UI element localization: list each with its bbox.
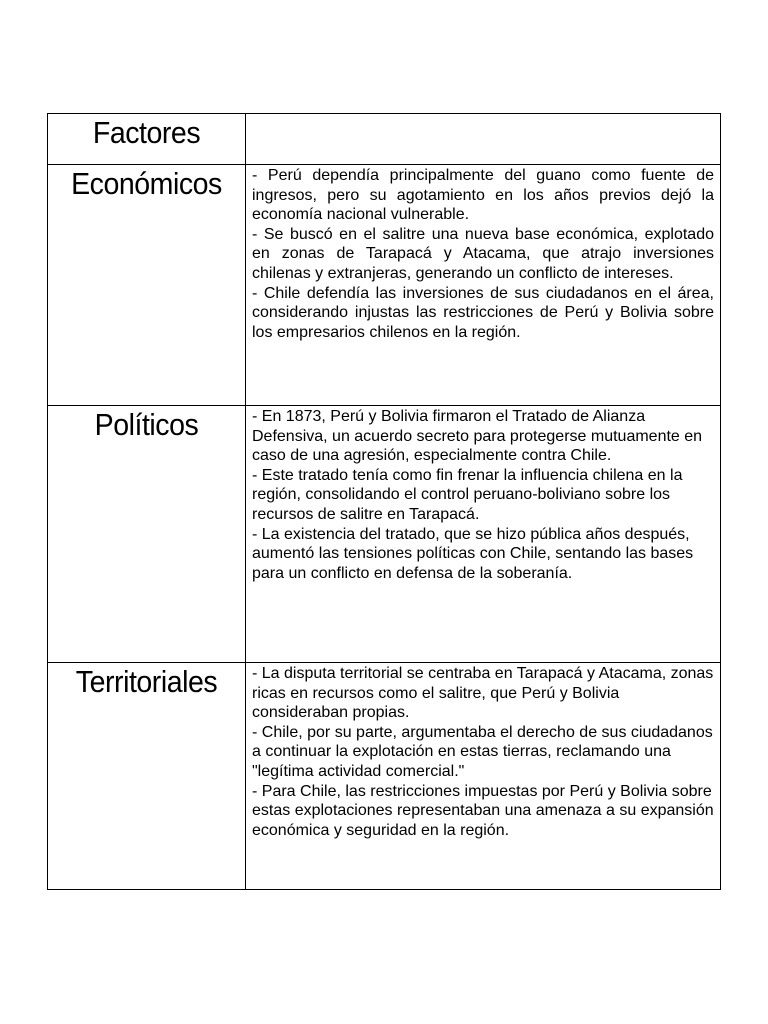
factor-name: Políticos: [94, 407, 199, 442]
desc-cell-politicos: [246, 406, 721, 663]
factor-cell-politicos: [48, 406, 246, 663]
header-desc-cell: [246, 114, 721, 165]
description-item: - Para Chile, las restricciones impuestas por Perú y Bolivia sobre estas explotaciones representaban una amenaza a su expansión económica y seguridad en la región.: [252, 782, 714, 839]
description-item: - Este tratado tenía como fin frenar la influencia chilena en la región, consolidando el control peruano-boliviano sobre los recursos de salitre en Tarapacá.: [252, 466, 683, 523]
table-header-row: [48, 114, 721, 165]
table-row: [48, 406, 721, 663]
factor-name: Territoriales: [75, 664, 218, 699]
header-desc-label: [246, 114, 720, 115]
table-row: [48, 165, 721, 406]
description-item: - La disputa territorial se centraba en Tarapacá y Atacama, zonas ricas en recursos como el salitre, que Perú y Bolivia consideraban propias.: [252, 665, 714, 722]
factor-name: Económicos: [71, 166, 222, 201]
header-factor-cell: [48, 114, 246, 165]
description: [246, 663, 720, 840]
factor-cell-economicos: [48, 165, 246, 406]
description-item: - Se buscó en el salitre una nueva base económica, explotado en zonas de Tarapacá y Atacama, que atrajo inversiones chilenas y extranjeras, generando un conflicto de intereses.: [252, 225, 714, 282]
factor-cell-territoriales: [48, 663, 246, 890]
description: [246, 406, 720, 583]
description-item: - La existencia del tratado, que se hizo pública años después, aumentó las tensiones políticas con Chile, sentando las bases para un conflicto en defensa de la soberanía.: [252, 525, 694, 582]
table-row: [48, 663, 721, 890]
factors-table: [47, 113, 721, 890]
desc-cell-territoriales: [246, 663, 721, 890]
description-item: - Perú dependía principalmente del guano como fuente de ingresos, pero su agotamiento en los años previos dejó la economía nacional vulnerable.: [252, 167, 714, 224]
description-item: - Chile defendía las inversiones de sus ciudadanos en el área, considerando injustas las restricciones de Perú y Bolivia sobre los empresarios chilenos en la región.: [252, 284, 714, 341]
description-item: - En 1873, Perú y Bolivia firmaron el Tratado de Alianza Defensiva, un acuerdo secreto para protegerse mutuamente en caso de una agresión, especialmente contra Chile.: [252, 408, 703, 465]
header-factor-label: Factores: [92, 115, 201, 150]
description: [246, 165, 720, 342]
description-item: - Chile, por su parte, argumentaba el derecho de sus ciudadanos a continuar la explotación en estas tierras, reclamando una "legítima actividad comercial.": [252, 723, 713, 780]
desc-cell-economicos: [246, 165, 721, 406]
